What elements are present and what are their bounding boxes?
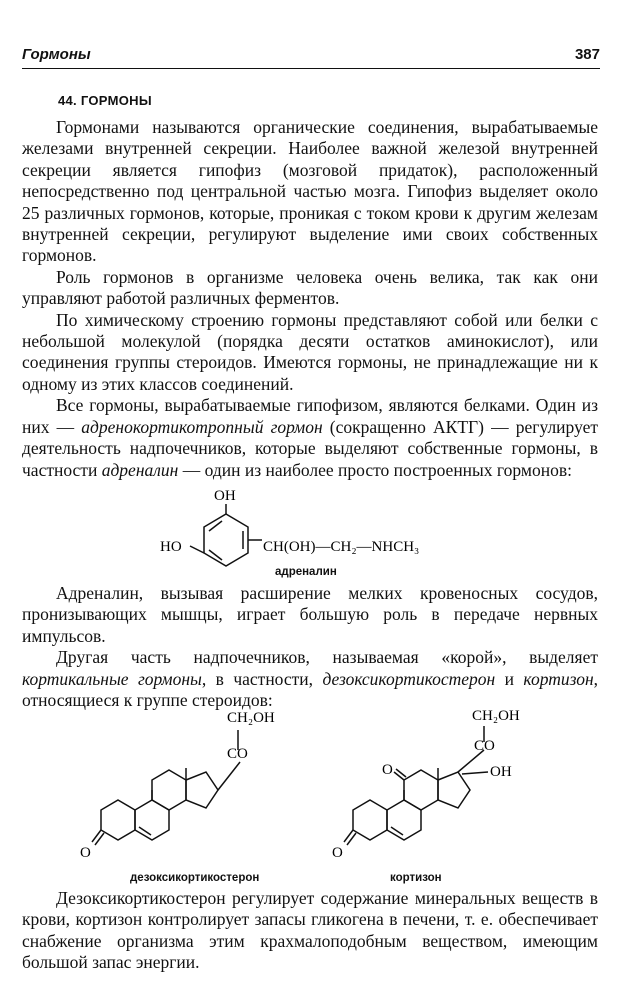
side-chain-label: CH(OH)—CH₂—NHCH₃ [263, 539, 420, 555]
paragraph-2: Роль гормонов в организме человека очень велика, так как они управляют работой различных ферментов. [22, 266, 598, 309]
paragraph-4-part: Все гормоны, вырабатываемые гипофизом, являются белками. Один из них — [22, 395, 598, 437]
deoxy-caption: дезоксикортикостерон [130, 872, 260, 884]
paragraph-1: Гормонами называются органические соединения, вырабатываемые железами внутренней секреции. Наиболее важной железой внутренней секреции является гипофиз (мозговой придаток), расположенный непосредственно под центральной частью мозга. Гипофиз выделяет около 25 различных гормонов, которые, проникая с током крови к другим железам внутренней секреции, регулируют выделение ими своих собственных гормонов. [22, 117, 598, 266]
deoxy-co-label: CO [227, 746, 248, 762]
paragraph-4-part: — один из наиболее просто построенных гормонов: [178, 459, 572, 480]
ho-left-label: HO [160, 539, 182, 555]
text-block-middle [22, 583, 598, 711]
paragraph-6-part: и [495, 668, 524, 689]
page-number: 387 [574, 46, 600, 63]
paragraph-4 [22, 395, 598, 481]
cortisone-o-label: O [332, 845, 343, 861]
cortisone-caption: кортизон [390, 872, 442, 884]
paragraph-6-part: , в частности, [201, 668, 323, 689]
running-header-title: Гормоны [22, 46, 91, 63]
text-block-intro [22, 117, 598, 481]
cortisone-o-top-label: O [382, 762, 393, 778]
adrenaline-caption: адреналин [275, 566, 337, 578]
header-rule [22, 68, 600, 69]
oh-top-label: OH [214, 488, 236, 504]
cortisone-ch2oh-label: CH₂OH [472, 708, 520, 724]
paragraph-6-part: Другая часть надпочечников, называемая «корой», выделяет [56, 647, 598, 668]
paragraph-5: Адреналин, вызывая расширение мелких кровеносных сосудов, пронизывающих мышцы, играет большую роль в передаче нервных импульсов. [22, 583, 598, 646]
term-adrenaline: адреналин [101, 459, 179, 480]
paragraph-6-part: , относящиеся к группе стероидов: [22, 668, 599, 711]
term-cortisone: кортизон [523, 668, 594, 689]
term-deoxycorticosterone: дезоксикортикостерон [322, 668, 496, 689]
running-header [22, 46, 600, 70]
paragraph-3: По химическому строению гормоны представляют собой или белки с небольшой молекулой (порядка десяти остатков аминокислот), или соединения группы стероидов. Имеются гормоны, не принадлежащие ни к одному из этих классов соединений. [22, 309, 598, 394]
cortisone-co-label: CO [474, 738, 495, 754]
section-title: 44. ГОРМОНЫ [58, 93, 152, 108]
paragraph-4-part: (сокращенно АКТГ) — регулирует деятельность надпочечников, которые выделяют собственные гормоны, в частности [22, 416, 598, 480]
term-cortical-hormones: кортикальные гормоны [22, 668, 202, 689]
term-acth: адренокортикотропный гормон [81, 416, 323, 437]
text-block-final [22, 888, 598, 974]
deoxy-o-label: O [80, 845, 91, 861]
deoxy-ch2oh-label: CH₂OH [227, 710, 275, 726]
deoxycorticosterone-structure [80, 700, 300, 870]
paragraph-7: Дезоксикортикостерон регулирует содержание минеральных веществ в крови, кортизон контролирует запасы гликогена в печени, т. е. обеспечивает снабжение организма этим крахмалоподобным веществом, имеющим большой запас энергии. [22, 888, 598, 973]
cortisone-oh-label: OH [490, 764, 512, 780]
cortisone-structure [332, 700, 552, 870]
